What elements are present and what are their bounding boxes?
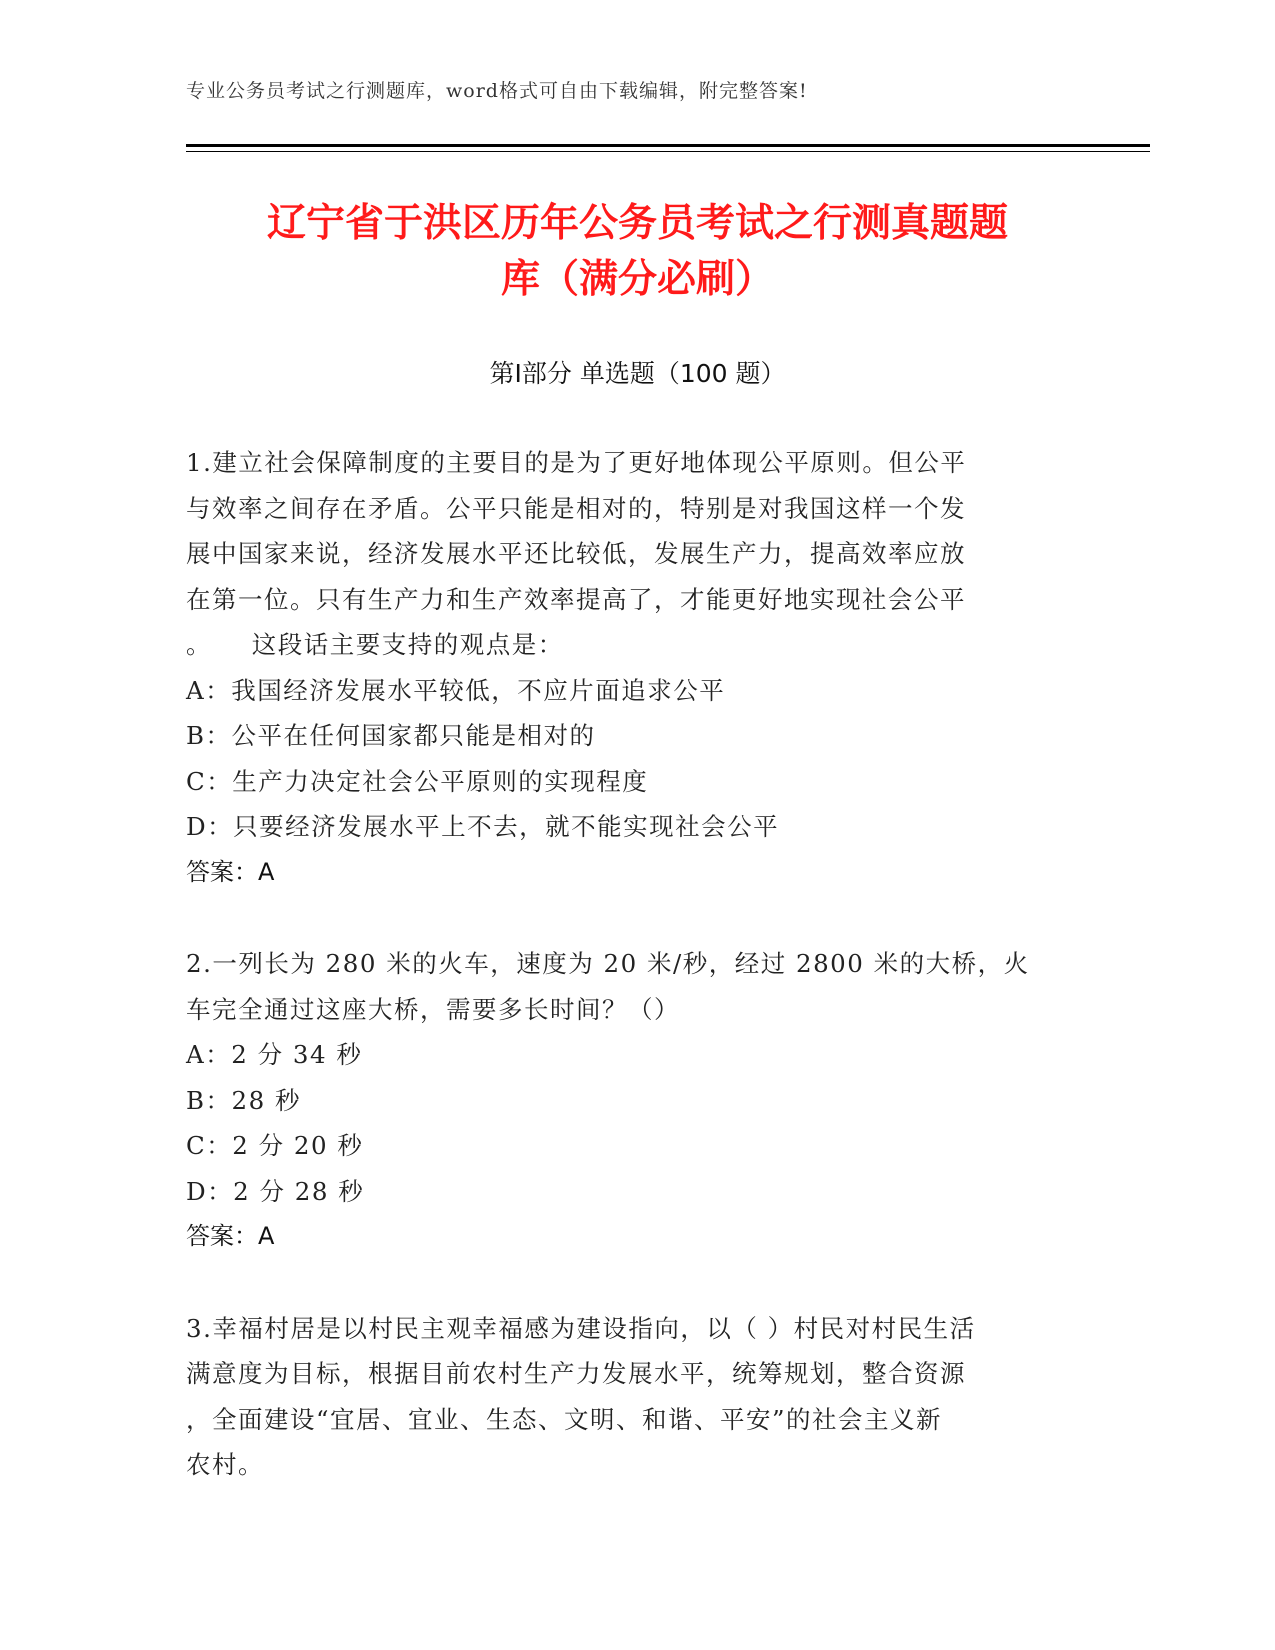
header-note: 专业公务员考试之行测题库，word格式可自由下载编辑，附完整答案!: [186, 80, 808, 102]
question-stem-line: 农村。: [186, 1450, 264, 1479]
answer-option: D：2 分 28 秒: [186, 1176, 365, 1206]
question-stem-line: 与效率之间存在矛盾。公平只能是相对的，特别是对我国这样一个发: [186, 493, 966, 523]
section-heading: 第Ⅰ部分 单选题（100 题）: [489, 359, 786, 388]
answer-line: [186, 850, 1086, 896]
document-title: [160, 196, 1115, 308]
question-stem-line: 1.建立社会保障制度的主要目的是为了更好地体现公平原则。但公平: [186, 448, 967, 477]
answer-value: A: [258, 857, 275, 886]
title-line-1: 辽宁省于洪区历年公务员考试之行测真题题: [266, 201, 1008, 246]
question-stem-line: 车完全通过这座大桥，需要多长时间？（）: [186, 994, 680, 1024]
question-stem-line: 展中国家来说，经济发展水平还比较低，发展生产力，提高效率应放: [186, 539, 966, 568]
answer-line: [186, 1214, 1086, 1260]
answer-option: A：2 分 34 秒: [186, 1040, 363, 1069]
question-stem-line: 满意度为目标，根据目前农村生产力发展水平，统筹规划，整合资源: [186, 1359, 966, 1388]
question-stem-line: 。 这段话主要支持的观点是：: [186, 630, 564, 659]
answer-option: C：生产力决定社会公平原则的实现程度: [186, 766, 649, 796]
title-line-2: 库（满分必刷）: [500, 257, 774, 302]
question-block: [186, 941, 1086, 1260]
question-stem-line: 3.幸福村居是以村民主观幸福感为建设指向，以（ ）村民对村民生活: [186, 1313, 976, 1343]
answer-option: A：我国经济发展水平较低，不应片面追求公平: [186, 675, 726, 705]
question-list: [186, 440, 1086, 1534]
question-stem-line: 2.一列长为 280 米的火车，速度为 20 米/秒，经过 2800 米的大桥，火: [186, 949, 1030, 978]
answer-option: B：28 秒: [186, 1085, 301, 1115]
answer-label: 答案：: [186, 1222, 258, 1250]
header-rule-thin: [186, 151, 1150, 152]
question-block: [186, 1306, 1086, 1488]
question-block: [186, 440, 1086, 895]
header-rule-thick: [186, 144, 1150, 147]
question-stem-line: ，全面建设“宜居、宜业、生态、文明、和谐、平安”的社会主义新: [186, 1404, 943, 1434]
question-stem-line: 在第一位。只有生产力和生产效率提高了，才能更好地实现社会公平: [186, 584, 966, 614]
answer-option: B：公平在任何国家都只能是相对的: [186, 721, 596, 750]
answer-option: D：只要经济发展水平上不去，就不能实现社会公平: [186, 812, 780, 841]
answer-option: C：2 分 20 秒: [186, 1131, 364, 1160]
answer-value: A: [258, 1222, 275, 1250]
answer-label: 答案：: [186, 857, 258, 886]
